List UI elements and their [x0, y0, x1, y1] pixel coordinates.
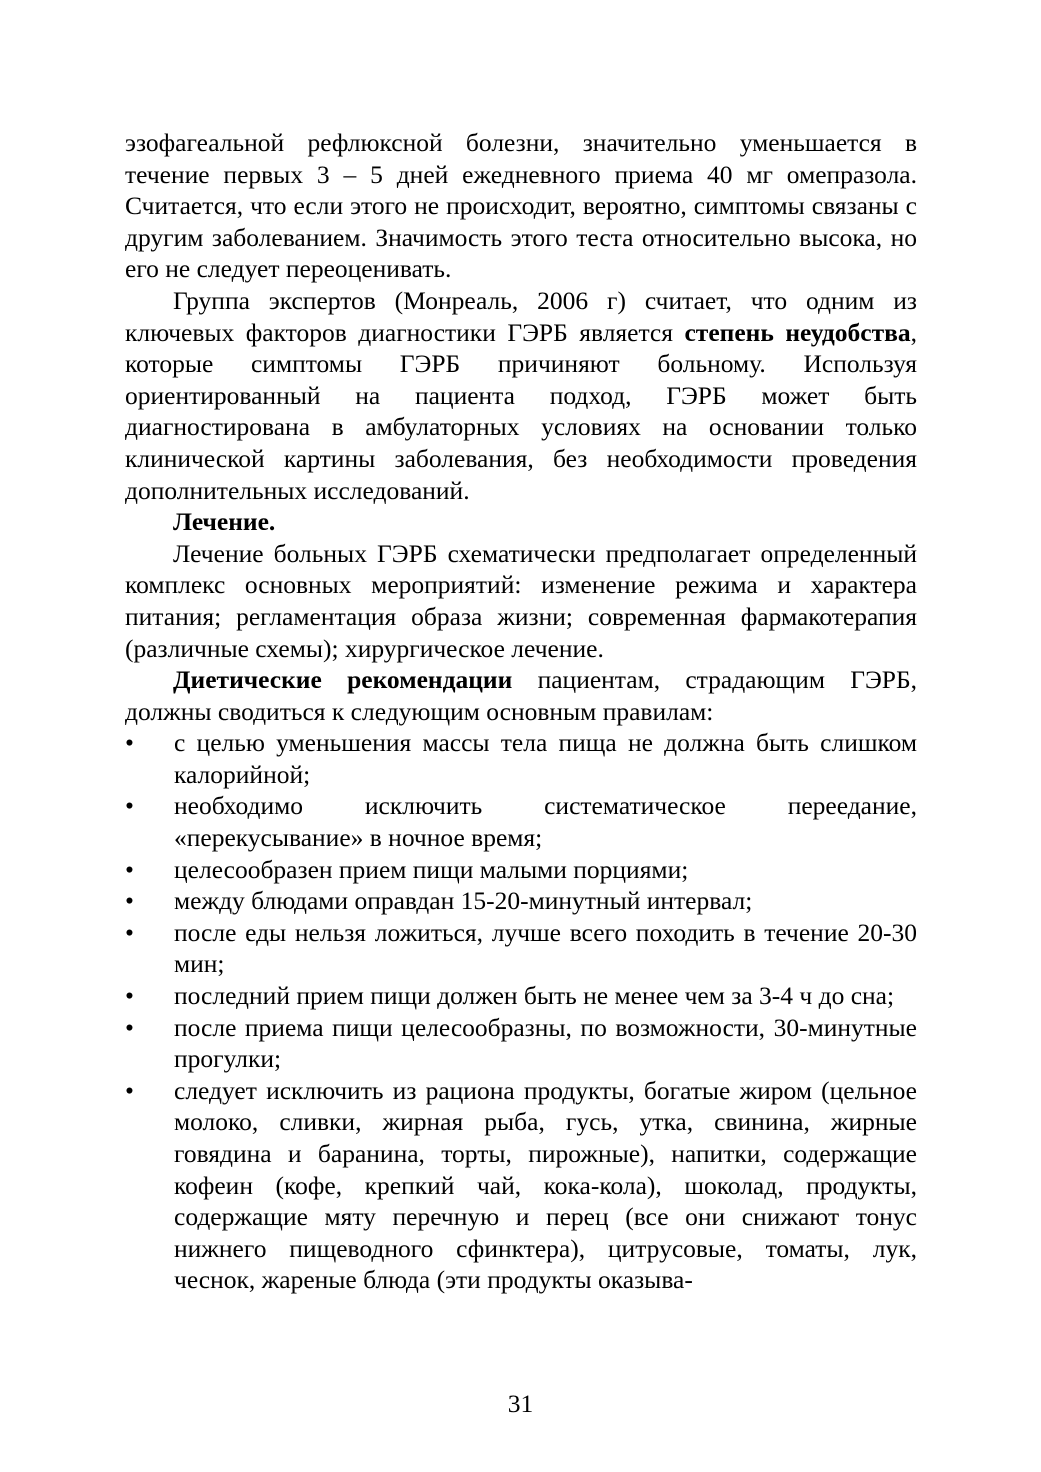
bullet-icon: •: [125, 728, 134, 758]
list-item-text: между блюдами оправдан 15-20-минутный интервал;: [174, 886, 753, 916]
list-item: [125, 790, 917, 853]
list-item-text: после еды нельзя ложиться, лучше всего походить в течение 20-30 мин;: [174, 917, 917, 979]
list-item-text: последний прием пищи должен быть не менее чем за 3-4 ч до сна;: [174, 981, 895, 1011]
bullet-icon: •: [125, 886, 134, 916]
paragraph-2-emphasis: степень неудобства: [684, 317, 911, 347]
list-item-text: после приема пищи целесообразны, по возможности, 30-минутные прогулки;: [174, 1012, 917, 1074]
paragraph-2: [125, 285, 917, 506]
list-item-text: с целью уменьшения массы тела пища не должна быть слишком калорийной;: [174, 728, 917, 789]
list-item: [125, 885, 917, 917]
bullet-icon: •: [125, 981, 134, 1011]
paragraph-2-text-start: Группа экспертов (Монреаль, 2006 г) считает, что одним из ключевых факторов диагностики ГЭРБ является: [125, 285, 917, 347]
list-item: [125, 980, 917, 1012]
page-body: [125, 127, 917, 1296]
list-item: [125, 854, 917, 886]
paragraph-4-emphasis: Диетические рекомендации: [173, 665, 513, 695]
paragraph-4-text: пациентам, страдающим ГЭРБ, должны сводиться к следующим основным правилам:: [125, 665, 918, 726]
paragraph-3: Лечение больных ГЭРБ схематически предполагает определенный комплекс основных мероприятий: изменение режима и характера питания; регламентация образа жизни; современная фармакотерапия (различные схемы); хирургическое лечение.: [125, 538, 917, 663]
list-item: [125, 727, 917, 790]
list-item-text: необходимо исключить систематическое переедание, «перекусывание» в ночное время;: [174, 791, 917, 853]
page-number: 31: [507, 1389, 534, 1418]
paragraph-4: [125, 664, 917, 727]
section-heading-treatment: Лечение.: [173, 507, 276, 537]
list-item: [125, 1075, 917, 1296]
list-item-text: следует исключить из рациона продукты, богатые жиром (цельное молоко, сливки, жирная рыба, гусь, утка, свинина, жирные говядина и баранина, торты, пирожные), напитки, содержащие кофеин (кофе, крепкий чай, кока-кола), шоколад, продукты, содержащие мяту перечную и перец (все они снижают тонус нижнего пищеводного сфинктера), цитрусовые, томаты, лук, чеснок, жареные блюда (эти продукты оказыва-: [174, 1075, 917, 1295]
list-item: [125, 917, 917, 980]
diet-recommendations-list: [125, 727, 917, 1296]
bullet-icon: •: [125, 791, 134, 821]
list-item-text: целесообразен прием пищи малыми порциями;: [174, 854, 689, 884]
list-item: [125, 1012, 917, 1075]
paragraph-2-text-end: , которые симптомы ГЭРБ причиняют больному. Используя ориентированный на пациента подход, ГЭРБ может быть диагностирована в амбулаторных условиях на основании только клинической картины заболевания, без необходимости проведения дополнительных исследований.: [125, 317, 918, 505]
bullet-icon: •: [125, 1075, 134, 1105]
bullet-icon: •: [125, 854, 134, 884]
paragraph-1: эзофагеальной рефлюксной болезни, значительно уменьшается в течение первых 3 – 5 дней ежедневного приема 40 мг омепразола. Считается, что если этого не происходит, вероятно, симптомы связаны с другим заболеванием. Значимость этого теста относительно высока, но его не следует переоценивать.: [125, 128, 917, 284]
bullet-icon: •: [125, 917, 134, 947]
bullet-icon: •: [125, 1012, 134, 1042]
